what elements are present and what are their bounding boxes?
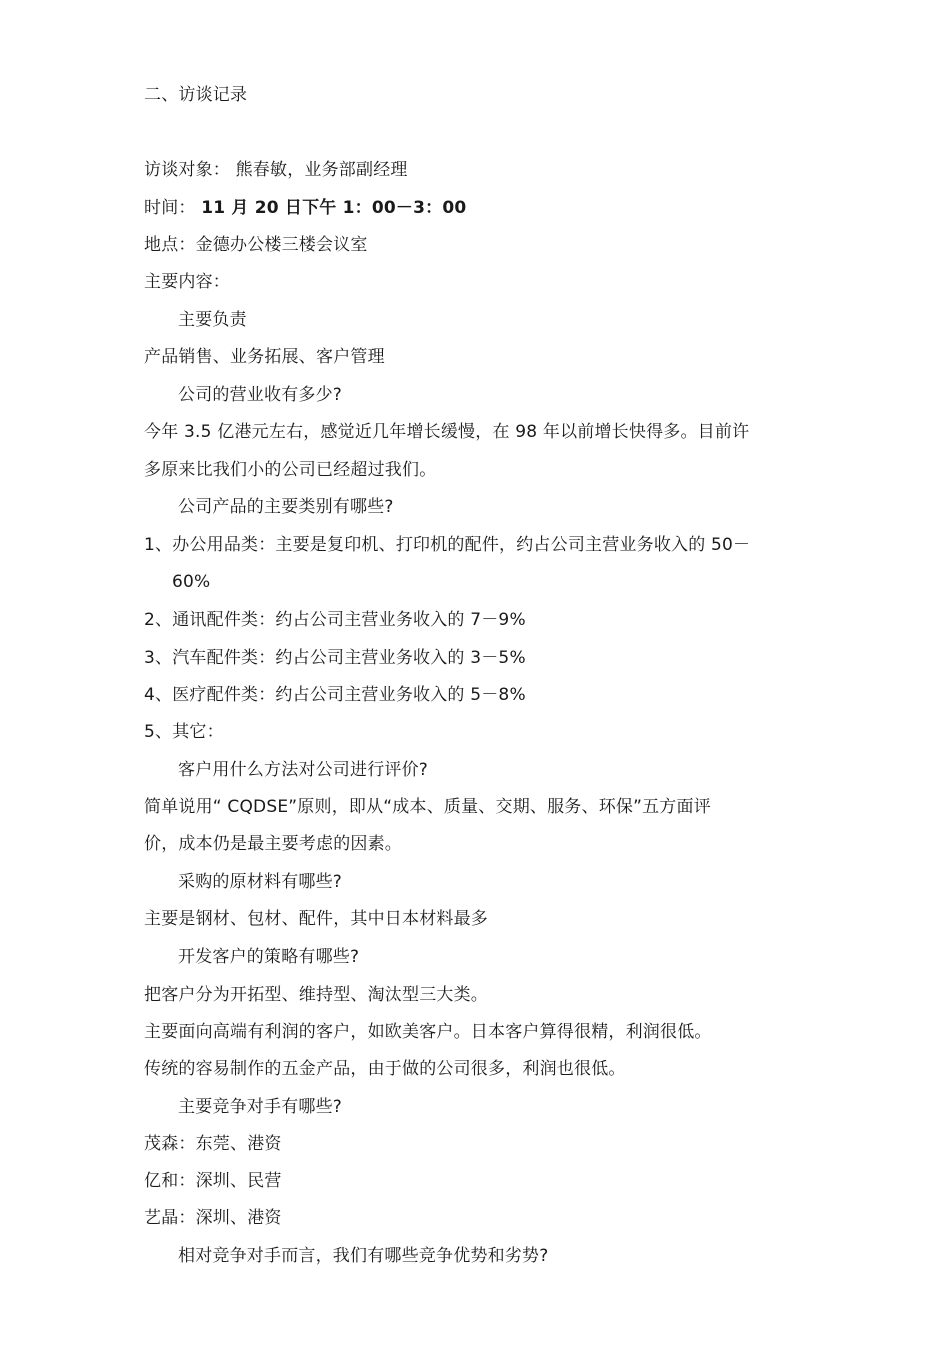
answer-evaluation-line-1: 简单说用“ CQDSE”原则，即从“成本、质量、交期、服务、环保”五方面评 — [144, 797, 711, 817]
answer-strategy-line-1: 把客户分为开拓型、维持型、淘汰型三大类。 — [144, 985, 488, 1005]
time-value: 11 月 20 日下午 1：00－3：00 — [201, 198, 467, 218]
category-item: 1、办公用品类：主要是复印机、打印机的配件，约占公司主营业务收入的 50－ — [144, 535, 751, 555]
question-competitors: 主要竞争对手有哪些? — [178, 1097, 343, 1117]
competitor-item: 茂森：东莞、港资 — [144, 1134, 282, 1154]
question-strategy: 开发客户的策略有哪些? — [178, 947, 360, 967]
answer-materials: 主要是钢材、包材、配件，其中日本材料最多 — [144, 909, 488, 929]
question-responsibility: 主要负责 — [178, 310, 247, 330]
answer-revenue-line-2: 多原来比我们小的公司已经超过我们。 — [144, 460, 437, 480]
category-item: 4、医疗配件类：约占公司主营业务收入的 5－8% — [144, 685, 526, 705]
time-label: 时间： — [144, 198, 196, 218]
content-label: 主要内容： — [144, 272, 230, 292]
place-line: 地点：金德办公楼三楼会议室 — [144, 235, 368, 255]
answer-strategy-line-3: 传统的容易制作的五金产品，由于做的公司很多，利润也很低。 — [144, 1059, 626, 1079]
competitor-item: 艺晶：深圳、港资 — [144, 1208, 282, 1228]
competitor-item: 亿和：深圳、民营 — [144, 1171, 282, 1191]
question-categories: 公司产品的主要类别有哪些? — [178, 497, 394, 517]
category-item: 5、其它： — [144, 722, 224, 742]
category-item-continued: 60% — [172, 572, 211, 592]
section-title: 二、访谈记录 — [144, 85, 248, 105]
answer-strategy-line-2: 主要面向高端有利润的客户，如欧美客户。日本客户算得很精，利润很低。 — [144, 1022, 712, 1042]
answer-revenue-line-1: 今年 3.5 亿港元左右，感觉近几年增长缓慢，在 98 年以前增长快得多。目前许 — [144, 422, 750, 442]
time-line — [144, 197, 466, 219]
interviewee-line: 访谈对象： 熊春敏，业务部副经理 — [144, 160, 408, 180]
question-evaluation: 客户用什么方法对公司进行评价? — [178, 760, 429, 780]
category-item: 3、汽车配件类：约占公司主营业务收入的 3－5% — [144, 648, 526, 668]
category-item: 2、通讯配件类：约占公司主营业务收入的 7－9% — [144, 610, 526, 630]
question-advantages: 相对竞争对手而言，我们有哪些竞争优势和劣势? — [178, 1246, 549, 1266]
question-materials: 采购的原材料有哪些? — [178, 872, 343, 892]
question-revenue: 公司的营业收有多少? — [178, 385, 343, 405]
answer-responsibility: 产品销售、业务拓展、客户管理 — [144, 347, 385, 367]
answer-evaluation-line-2: 价，成本仍是最主要考虑的因素。 — [144, 834, 402, 854]
